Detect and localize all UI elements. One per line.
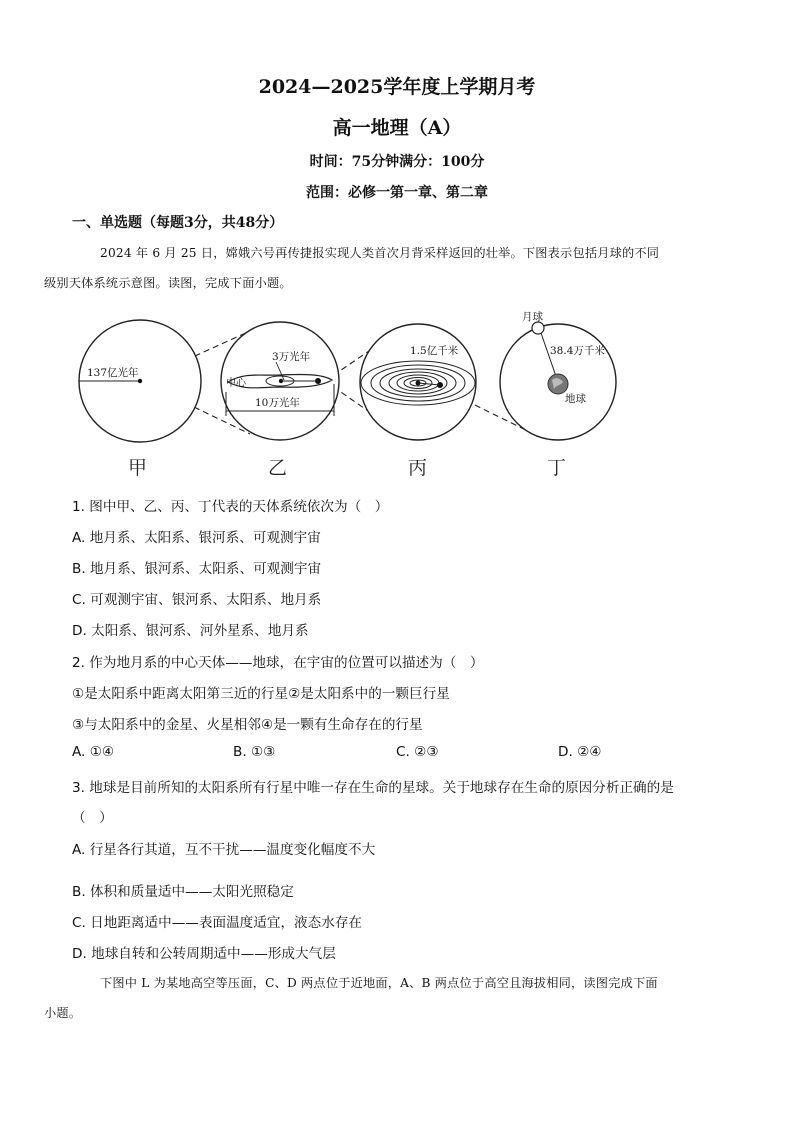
q3-option-c[interactable]: C. 日地距离适中——表面温度适宜，液态水存在: [72, 915, 363, 931]
q2-option-c[interactable]: C. ②③: [396, 744, 439, 760]
celestial-systems-figure: [60, 306, 740, 478]
intro-2-line-1: 下图中 L 为某地高空等压面，C、D 两点位于近地面，A、B 两点位于高空且海拔相同，读图完成下面: [100, 976, 658, 990]
q2-option-b[interactable]: B. ①③: [233, 744, 276, 760]
ding-distance-label: 38.4万千米: [550, 345, 605, 357]
q3-stem: 3. 地球是目前所知的太阳系所有行星中唯一存在生命的星球。关于地球存在生命的原因分析正确的是: [72, 780, 674, 796]
q2-option-a[interactable]: A. ①④: [72, 744, 115, 760]
q1-stem: 1. 图中甲、乙、丙、丁代表的天体系统依次为（ ）: [72, 499, 389, 515]
label-jia: 甲: [128, 457, 148, 478]
intro-paragraph-2: [44, 968, 720, 1028]
jia-radius-label: 137亿光年: [87, 367, 139, 379]
label-bing: 丙: [408, 457, 428, 478]
q2-option-d[interactable]: D. ②④: [558, 744, 602, 760]
yi-center-label: 中心: [226, 378, 246, 389]
q1-option-c[interactable]: C. 可观测宇宙、银河系、太阳系、地月系: [72, 592, 322, 608]
q3-option-a[interactable]: A. 行星各行其道，互不干扰——温度变化幅度不大: [72, 842, 376, 858]
intro-paragraph-1: [44, 238, 720, 298]
q1-option-a[interactable]: A. 地月系、太阳系、银河系、可观测宇宙: [72, 530, 321, 546]
bing-distance-label: 1.5亿千米: [410, 345, 459, 357]
exam-subtitle: 高一地理（A）: [332, 117, 462, 139]
q2-stem: 2. 作为地月系的中心天体——地球，在宇宙的位置可以描述为（ ）: [72, 655, 484, 671]
q3-option-b[interactable]: B. 体积和质量适中——太阳光照稳定: [72, 884, 294, 900]
label-yi: 乙: [268, 457, 288, 478]
yi-thickness-label: 3万光年: [272, 351, 311, 363]
q2-statement-1: ①是太阳系中距离太阳第三近的行星②是太阳系中的一颗巨行星: [72, 686, 450, 702]
q3-option-d[interactable]: D. 地球自转和公转周期适中——形成大气层: [72, 946, 336, 962]
q3-paren: （ ）: [72, 810, 113, 826]
moon-icon: [532, 322, 544, 334]
yi-diameter-label: 10万光年: [255, 397, 300, 409]
ding-moon-label: 月球: [522, 311, 543, 323]
intro-2-line-2: 小题。: [44, 1006, 82, 1020]
exam-title: 2024—2025学年度上学期月考: [258, 76, 536, 98]
intro-1-line-2: 级别天体系统示意图。读图，完成下面小题。: [44, 276, 292, 290]
q1-option-d[interactable]: D. 太阳系、银河系、河外星系、地月系: [72, 623, 309, 639]
q1-option-b[interactable]: B. 地月系、银河系、太阳系、可观测宇宙: [72, 561, 322, 577]
q2-options-row: [72, 744, 632, 764]
ding-earth-label: 地球: [565, 393, 586, 405]
q2-statement-2: ③与太阳系中的金星、火星相邻④是一颗有生命存在的行星: [72, 717, 423, 733]
scope-info: 范围：必修一第一章、第二章: [306, 185, 488, 201]
label-ding: 丁: [547, 457, 567, 478]
intro-1-line-1: 2024 年 6 月 25 日，嫦娥六号再传捷报实现人类首次月背采样返回的壮举。下图表示包括月球的不同: [100, 246, 660, 260]
section-heading: 一、单选题（每题3分，共48分）: [72, 215, 284, 231]
time-info: 时间：75分钟满分：100分: [309, 154, 485, 170]
